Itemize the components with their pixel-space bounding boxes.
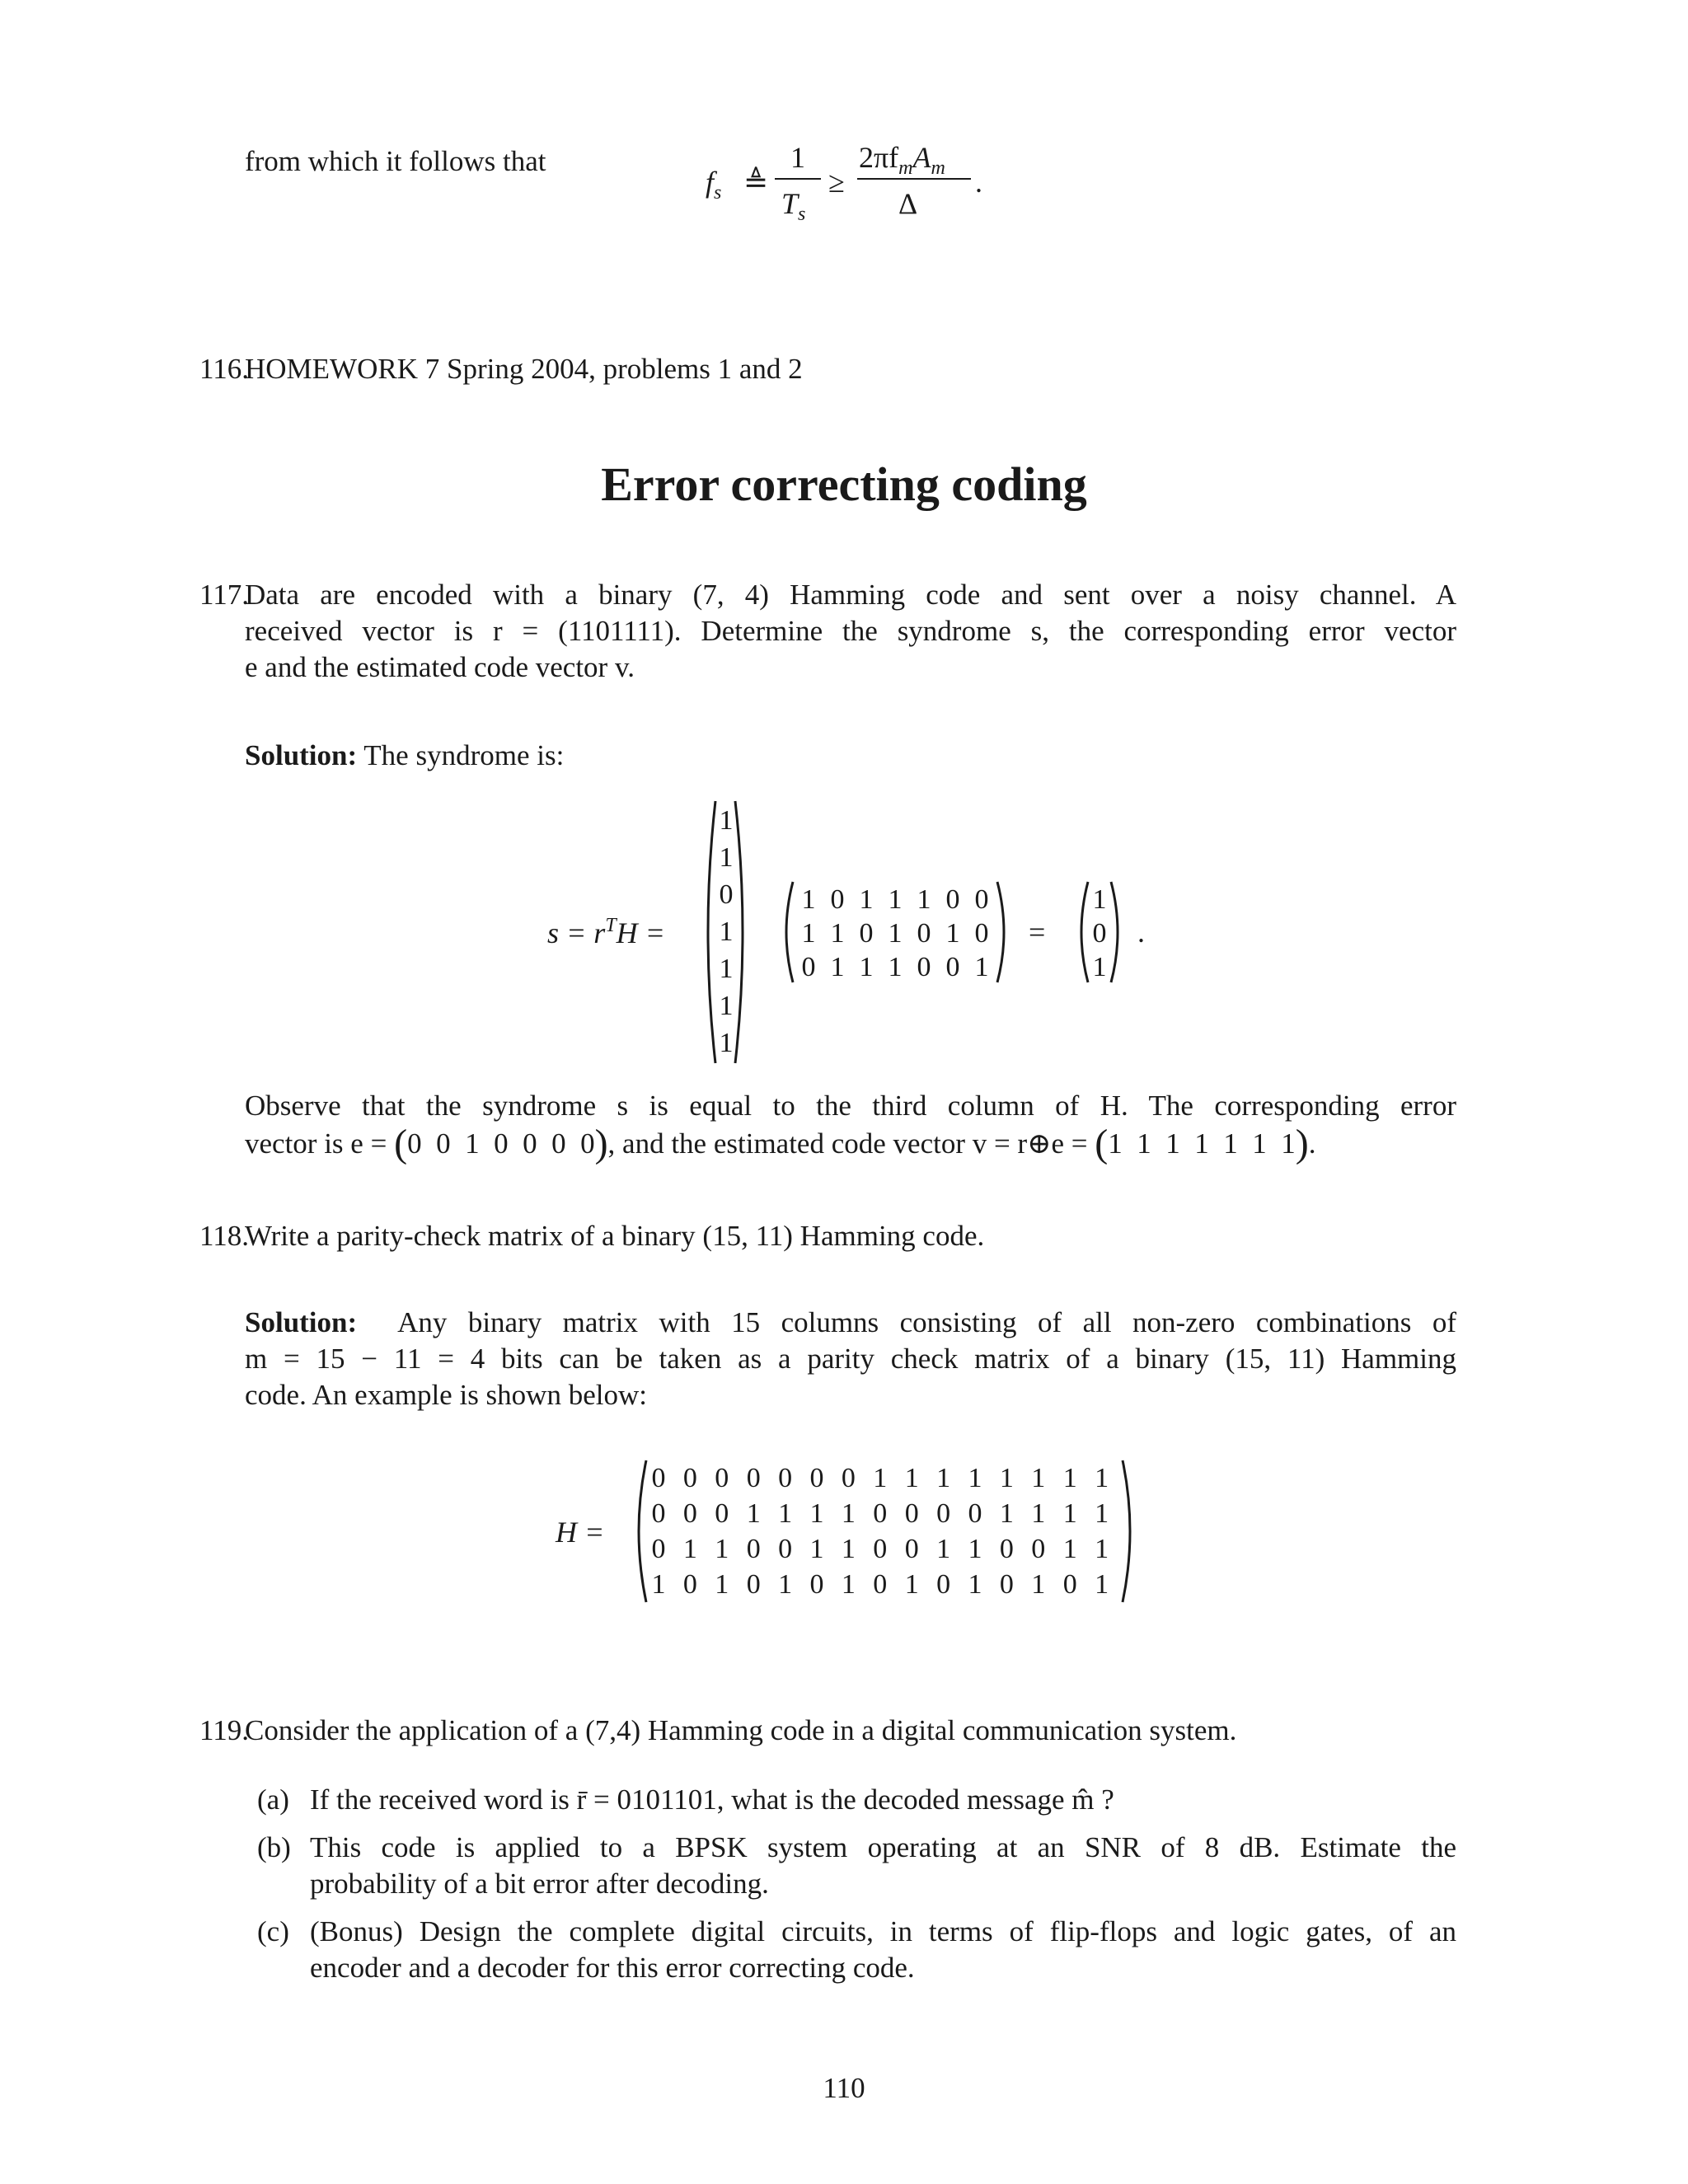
H-small-entry: 0: [917, 952, 931, 982]
H-large-entry: 1: [1095, 1534, 1109, 1564]
H-large-entry: 1: [841, 1498, 856, 1529]
H-large-entry: 0: [1062, 1569, 1077, 1600]
H-large-entry: 0: [968, 1498, 982, 1529]
H-large-entry: 0: [809, 1463, 824, 1493]
H-large-entry: 0: [873, 1569, 888, 1600]
H-large-entry: 1: [936, 1463, 951, 1493]
syndrome-equals: =: [1029, 916, 1046, 949]
s-entry: 1: [1092, 952, 1107, 982]
H-large-entry: 0: [682, 1498, 697, 1529]
subitem-line: probability of a bit error after decoding.: [310, 1868, 769, 1900]
subitem-label: (a): [257, 1783, 289, 1816]
H-small-entry: 1: [859, 884, 874, 915]
page-number: 110: [823, 2072, 865, 2104]
solution-line: Solution: Any binary matrix with 15 columns consisting of all non-zero combinations of: [245, 1306, 1456, 1338]
defeq-symbol: ≜: [743, 166, 769, 199]
H-large-entry: 0: [841, 1463, 856, 1493]
item-116-text: HOMEWORK 7 Spring 2004, problems 1 and 2: [245, 353, 803, 385]
subitem-b-text: [310, 1830, 1456, 1902]
H-small-entry: 1: [830, 918, 845, 949]
H-large-entry: 1: [682, 1534, 697, 1564]
H-large-entry: 0: [746, 1569, 761, 1600]
subitem-a-text: If the received word is r̄ = 0101101, what is the decoded message m̂ ?: [310, 1783, 1114, 1816]
H-large-entry: 0: [904, 1498, 919, 1529]
rT-entry: 1: [719, 805, 734, 836]
H-large-entry: 1: [968, 1534, 982, 1564]
H-small-entry: 1: [974, 952, 989, 982]
observe-line: Observe that the syndrome s is equal to the third column of H. The corresponding error: [245, 1090, 1456, 1122]
H-large-entry: 1: [1031, 1569, 1046, 1600]
H-large-entry: 1: [904, 1463, 919, 1493]
eq-fs-end: .: [975, 166, 982, 199]
statement-line: e and the estimated code vector v.: [245, 651, 635, 683]
H-small-entry: 0: [859, 918, 874, 949]
H-large-entry: 1: [809, 1534, 824, 1564]
subitem-label: (c): [257, 1915, 289, 1947]
H-large-entry: 0: [1031, 1534, 1046, 1564]
e-vector: 0 0 1 0 0 0 0: [407, 1127, 595, 1160]
equation-fs: $f_s$: [706, 166, 722, 204]
H-large-entry: 0: [904, 1534, 919, 1564]
H-large-entry: 1: [746, 1498, 761, 1529]
H-small-entry: 1: [859, 952, 874, 982]
item-119-text: Consider the application of a (7,4) Hamming code in a digital communication system.: [245, 1714, 1237, 1746]
H-large-entry: 1: [1031, 1463, 1046, 1493]
H-large-entry: 1: [1031, 1498, 1046, 1529]
item-117-number: 117.: [199, 579, 249, 611]
H-large-entry: 1: [936, 1534, 951, 1564]
H-large-entry: 0: [651, 1534, 666, 1564]
H-small-entry: 1: [917, 884, 931, 915]
H-large-entry: 1: [809, 1498, 824, 1529]
H-small-entry: 0: [974, 918, 989, 949]
solution-118: [245, 1305, 1456, 1413]
H-large-entry: 1: [968, 1463, 982, 1493]
item-117-statement: [245, 577, 1456, 686]
H-large-entry: 1: [778, 1569, 793, 1600]
H-large-entry: 0: [936, 1569, 951, 1600]
solution-label: Solution:: [245, 739, 358, 771]
H-large-entry: 0: [746, 1463, 761, 1493]
H-large-entry: 1: [1062, 1463, 1077, 1493]
solution-line: m = 15 − 11 = 4 bits can be taken as a parity check matrix of a binary (15, 11) Hamming: [245, 1343, 1456, 1375]
H-large-entry: 1: [651, 1569, 666, 1600]
H-large-entry: 1: [999, 1498, 1014, 1529]
item-118-number: 118.: [199, 1220, 249, 1252]
solution-117: [245, 738, 564, 774]
H-large-entry: 0: [999, 1569, 1014, 1600]
solution-line: code. An example is shown below:: [245, 1379, 647, 1411]
subitem-line: (Bonus) Design the complete digital circuits, in terms of flip-flops and logic gates, of an: [310, 1915, 1456, 1947]
H-small-entry: 0: [801, 952, 816, 982]
frac1-bar: [775, 178, 821, 180]
H-large-entry: 1: [999, 1463, 1014, 1493]
H-large-entry: 0: [715, 1498, 729, 1529]
section-title: Error correcting coding: [601, 457, 1087, 511]
H-small-entry: 0: [945, 884, 960, 915]
H-large-entry: 1: [1062, 1534, 1077, 1564]
H-large-entry: 1: [715, 1534, 729, 1564]
H-large-entry: 0: [809, 1569, 824, 1600]
H-large-entry: 1: [841, 1569, 856, 1600]
observe-line-2: vector is e = (0 0 1 0 0 0 0), and the estimated code vector v = r⊕e = (1 1 1 1 1 1 1).: [245, 1122, 1316, 1165]
statement-line: Data are encoded with a binary (7, 4) Hamming code and sent over a noisy channel. A: [245, 579, 1456, 611]
H-small-entry: 0: [917, 918, 931, 949]
H-small-entry: 1: [801, 918, 816, 949]
H-large-entry: 0: [651, 1463, 666, 1493]
frac2-num: $2\pi f_mA_m$: [859, 141, 945, 179]
H-small-entry: 1: [888, 918, 903, 949]
item-119-number: 119.: [199, 1714, 249, 1746]
H-large-entry: 0: [778, 1534, 793, 1564]
H-small-entry: 1: [801, 884, 816, 915]
H-large-entry: 1: [1095, 1463, 1109, 1493]
H-large-entry: 0: [778, 1463, 793, 1493]
H-large-entry: 0: [715, 1463, 729, 1493]
H-large-entry: 1: [715, 1569, 729, 1600]
subitem-c-text: [310, 1914, 1456, 1986]
H-small-entry: 1: [830, 952, 845, 982]
solution-text: The syndrome is:: [363, 739, 565, 771]
H-label: H =: [556, 1516, 605, 1549]
rT-entry: 1: [719, 1028, 734, 1058]
rT-entry: 0: [719, 879, 734, 910]
s-entry: 1: [1092, 884, 1107, 915]
rT-entry: 1: [719, 991, 734, 1021]
H-large-entry: 0: [682, 1569, 697, 1600]
H-large-entry: 1: [873, 1463, 888, 1493]
H-large-entry: 1: [1062, 1498, 1077, 1529]
rT-entry: 1: [719, 954, 734, 984]
H-small-entry: 1: [945, 918, 960, 949]
H-large-entry: 1: [968, 1569, 982, 1600]
frac1-den: $T_s$: [781, 187, 806, 225]
H-small-entry: 1: [888, 884, 903, 915]
syndrome-end: .: [1137, 916, 1145, 949]
statement-line: received vector is r = (1101111). Determine the syndrome s, the corresponding error vector: [245, 615, 1456, 647]
H-large-entry: 0: [999, 1534, 1014, 1564]
H-large-entry: 0: [682, 1463, 697, 1493]
subitem-label: (b): [257, 1831, 291, 1863]
H-large-entry: 1: [1095, 1498, 1109, 1529]
frac2-bar: [857, 178, 971, 180]
H-large-entry: 0: [746, 1534, 761, 1564]
H-small-entry: 0: [830, 884, 845, 915]
subitem-line: This code is applied to a BPSK system operating at an SNR of 8 dB. Estimate the: [310, 1831, 1456, 1863]
rT-entry: 1: [719, 916, 734, 947]
H-large-entry: 1: [778, 1498, 793, 1529]
observe-paragraph: [245, 1088, 1456, 1124]
frac1-num: 1: [790, 141, 805, 174]
H-large-entry: 0: [873, 1498, 888, 1529]
H-large-entry: 0: [936, 1498, 951, 1529]
syndrome-lhs: $s = r^TH$ =: [547, 915, 665, 949]
subitem-line: encoder and a decoder for this error correcting code.: [310, 1952, 915, 1984]
rT-entry: 1: [719, 842, 734, 873]
H-large-entry: 0: [651, 1498, 666, 1529]
H-large-entry: 1: [841, 1534, 856, 1564]
geq-symbol: ≥: [828, 166, 845, 199]
v-vector: 1 1 1 1 1 1 1: [1108, 1127, 1296, 1160]
H-small-entry: 0: [945, 952, 960, 982]
H-large-entry: 0: [873, 1534, 888, 1564]
frac2-den: Δ: [898, 187, 918, 220]
H-small-entry: 1: [888, 952, 903, 982]
intro-text: from which it follows that: [245, 145, 546, 177]
H-large-entry: 1: [1095, 1569, 1109, 1600]
item-118-text: Write a parity-check matrix of a binary (15, 11) Hamming code.: [245, 1220, 985, 1252]
H-large-entry: 1: [904, 1569, 919, 1600]
item-116-number: 116.: [199, 353, 249, 385]
s-entry: 0: [1092, 918, 1107, 949]
H-small-entry: 0: [974, 884, 989, 915]
